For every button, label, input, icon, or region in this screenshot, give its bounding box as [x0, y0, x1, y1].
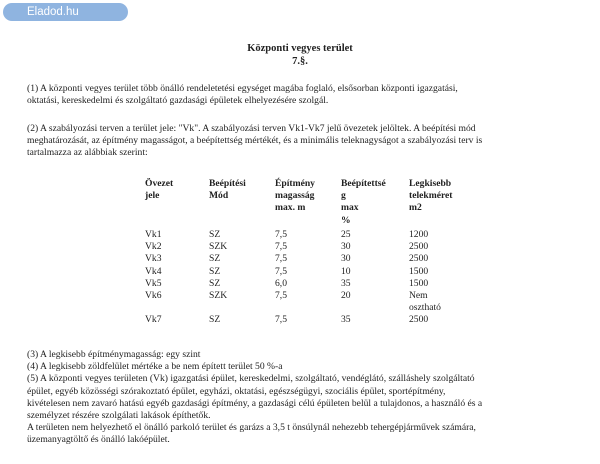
table-header-cell: max: [341, 202, 359, 214]
table-cell: 35: [341, 277, 351, 289]
table-cell: 1500: [409, 265, 429, 277]
paragraph-3-line: (5) A központi vegyes területen (Vk) igazgatási épület, kereskedelmi, szolgáltató, vendéglátó, szálláshely szolgáltató: [27, 373, 475, 385]
table-cell: 2500: [409, 314, 429, 326]
table-cell: Vk4: [145, 265, 162, 277]
paragraph-1-line: (1) A központi vegyes terület több önálló rendeletetési egységet magába foglaló, elsősorban központi igazgatási,: [27, 83, 458, 94]
table-cell: 30: [341, 253, 351, 265]
paragraph-3-line: üzemanyagtöltő és önálló lakóépület.: [27, 434, 170, 446]
table-cell: 6,0: [275, 277, 287, 289]
table-cell: Vk3: [145, 253, 162, 265]
table-cell: 1500: [409, 277, 429, 289]
table-header-cell: Legkisebb: [409, 178, 452, 189]
table-cell: SZ: [209, 265, 221, 277]
paragraph-3-line: személyzet részére szolgálati lakások építhetők.: [27, 410, 211, 422]
table-cell: osztható: [409, 302, 441, 314]
table-header-cell: magasság: [275, 190, 315, 202]
watermark-tld: hu: [66, 6, 79, 18]
paragraph-3-line: kivételesen nem zavaró hatású egyéb gazdasági építmény, a gazdasági célú épületen belül a tulajdonos, a használó és a: [27, 397, 483, 409]
table-cell: Vk1: [145, 229, 162, 240]
table-cell: Nem: [409, 290, 428, 301]
table-cell: SZ: [209, 253, 221, 265]
paragraph-3-line: épület, egyéb közösségi szórakoztató épület, egyházi, oktatási, egészségügyi, szociális épület, sportépítmény,: [27, 385, 446, 397]
table-cell: Vk2: [145, 241, 162, 253]
table-header-cell: g: [341, 190, 346, 202]
paragraph-3-line: A területen nem helyezhető el önálló parkoló terület és garázs a 3,5 t önsúlynál nehezebb tehergépjárművek számára,: [27, 422, 476, 434]
table-cell: SZ: [209, 229, 221, 240]
table-cell: SZK: [209, 241, 228, 253]
table-cell: Vk7: [145, 314, 162, 326]
table-cell: Vk5: [145, 277, 162, 289]
watermark-brand: Eladod: [27, 6, 63, 18]
table-header-cell: Mód: [209, 190, 229, 202]
table-cell: 35: [341, 314, 351, 326]
table-cell: 25: [341, 229, 351, 240]
table-header-cell: jele: [145, 190, 160, 202]
paragraph-1: [27, 83, 582, 107]
table-header-cell: m2: [409, 202, 422, 214]
paragraph-1-line: oktatási, kereskedelmi és szolgáltató gazdasági épületek elhelyezésére szolgál.: [27, 95, 329, 107]
table-cell: 1200: [409, 229, 429, 240]
table-cell: 30: [341, 241, 351, 253]
table-cell: Vk6: [145, 290, 162, 301]
table-header-cell: Övezet: [145, 178, 174, 189]
table-header-cell: Beépítettsé: [341, 178, 386, 189]
section-number: 7.§.: [292, 56, 308, 67]
table-cell: 2500: [409, 253, 429, 265]
table-header-cell: max. m: [275, 202, 306, 214]
watermark-dot: .: [62, 6, 67, 18]
paragraph-3-line: (4) A legkisebb zöldfelület mértéke a be nem épített terület 50 %-a: [27, 361, 283, 373]
paragraph-2-line: tartalmazza az alábbiak szerint:: [27, 147, 148, 159]
paragraph-3: [27, 349, 582, 447]
table-cell: 7,5: [275, 265, 287, 277]
table-header-cell: Beépítési: [209, 178, 246, 189]
table-cell: 7,5: [275, 290, 287, 301]
table-cell: 7,5: [275, 253, 287, 265]
table-header-cell: telekméret: [409, 190, 453, 202]
table-cell: 7,5: [275, 314, 287, 326]
table-cell: SZ: [209, 277, 221, 289]
paragraph-2-line: meghatározását, az építmény magasságot, a beépítettség mértékét, és a minimális teleknagyságot a szabályozási terv is: [27, 135, 483, 147]
table-cell: 7,5: [275, 229, 287, 240]
paragraph-2: [27, 123, 582, 160]
table-cell: 10: [341, 265, 351, 277]
paragraph-3-line: (3) A legkisebb építménymagasság: egy szint: [27, 349, 201, 360]
table-cell: 2500: [409, 241, 429, 253]
table-header-cell: Építmény: [275, 178, 315, 189]
table-cell: 20: [341, 290, 351, 301]
paragraph-2-line: (2) A szabályozási terven a terület jele: "Vk". A szabályozási terven Vk1-Vk7 jelű övezetek jelöltek. A beépítési mód: [27, 123, 476, 134]
table-cell: SZK: [209, 290, 228, 301]
table-cell: 7,5: [275, 241, 287, 253]
table-header-cell: %: [341, 214, 351, 226]
document-title: Központi vegyes terület: [247, 43, 353, 54]
watermark-badge: [3, 3, 128, 21]
table-cell: SZ: [209, 314, 221, 326]
